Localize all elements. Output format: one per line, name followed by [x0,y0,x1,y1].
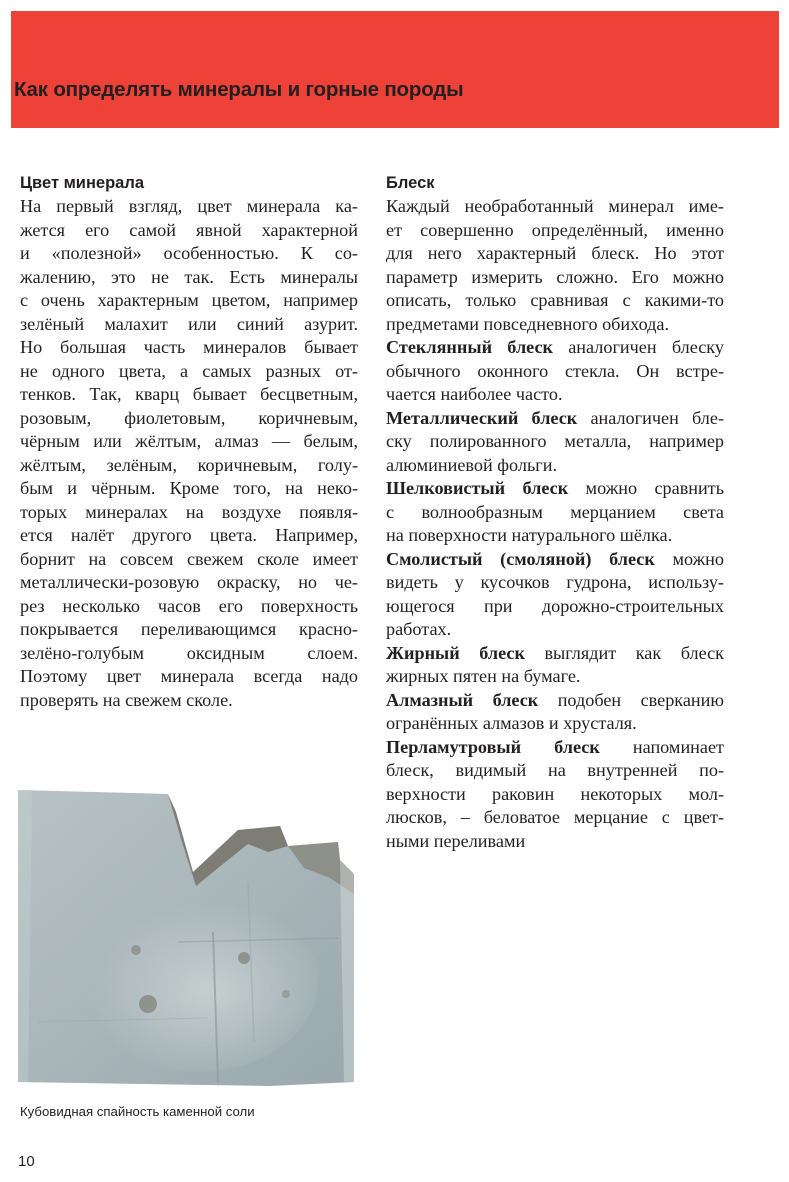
term-description: аналогичен бле- [577,407,724,428]
term-description: выглядит как блеск [524,642,724,663]
right-column [386,172,724,853]
term-description: аналогичен блеску [553,337,724,357]
text-line: зелёный малахит или синий азурит. [20,313,358,334]
text-line: ску полированного металла, например [386,431,724,451]
text-line: На первый взгляд, цвет минерала ка- [20,196,358,216]
text-line: ными переливами [386,830,526,851]
halite-crystal-photo [18,782,354,1092]
text-line: Каждый необработанный минерал име- [386,196,724,216]
text-line: жется его самой явной характерной [20,219,358,240]
text-line: зелёно-голубым оксидным слоем. [20,642,358,663]
term-description: можно сравнить [568,478,725,498]
text-line: с волнообразным мерцанием света [386,501,724,522]
luster-pearly [386,736,724,854]
text-line: огранённых алмазов и хрусталя. [386,713,637,733]
text-line: и «полезной» особенностью. К со- [20,243,358,263]
paragraph-luster-intro [386,195,724,336]
text-line: предметами повседневного обихода. [386,313,670,334]
text-line: чёрным или жёлтым, алмаз — белым, [20,431,358,451]
text-line: работах. [386,619,452,639]
term-description: напоминает [599,736,724,757]
text-line: блеск, видимый на внутренней по- [386,760,724,780]
text-line [386,642,724,666]
text-line [386,689,724,713]
term-silky-luster: Шелковистый блеск [386,478,569,498]
luster-silky [386,477,724,548]
text-line: описать, только сравнивая с какими-то [386,290,724,310]
term-description: можно [654,548,724,569]
luster-metallic [386,407,724,478]
text-line: параметр измерить сложно. Его можно [386,266,724,287]
luster-greasy [386,642,724,689]
text-line: тенков. Так, кварц бывает бесцветным, [20,384,358,404]
text-line: чается наиболее часто. [386,384,563,404]
term-pearly-luster: Перламутровый блеск [386,736,600,757]
luster-adamantine [386,689,724,736]
page-number: 10 [18,1153,35,1170]
left-column [20,172,358,712]
text-line: проверять на свежем сколе. [20,689,233,710]
section-heading-mineral-color: Цвет минерала [20,174,145,192]
text-line: люсков, – беловатое мерцание с цвет- [386,807,724,827]
text-line: борнит на совсем свежем сколе имеет [20,548,358,569]
text-line: алюминиевой фольги. [386,454,558,475]
text-line: покрывается переливающимся красно- [20,619,358,639]
text-line: с очень характерным цветом, например [20,290,358,310]
text-line: обычного оконного стекла. Он встре- [386,360,724,381]
text-line: торых минералах на воздухе появля- [20,501,358,522]
text-line: верхности раковин некоторых мол- [386,783,724,804]
text-line [386,548,724,572]
text-line: рез несколько часов его поверхность [20,595,358,616]
text-line: жалению, это не так. Есть минералы [20,266,358,287]
page-title: Как определять минералы и горные породы [14,78,464,101]
text-line: жирных пятен на бумаге. [386,666,581,686]
text-line: ет совершенно определённый, именно [386,219,724,240]
text-line: ется налёт другого цвета. Например, [20,525,358,545]
text-line [386,477,724,501]
luster-resinous [386,548,724,642]
text-line [386,407,724,431]
term-metallic-luster: Металлический блеск [386,407,578,428]
text-line: Поэтому цвет минерала всегда надо [20,666,358,686]
term-adamantine-luster: Алмазный блеск [386,689,539,710]
text-line: Но большая часть минералов бывает [20,337,358,357]
text-line: видеть у кусочков гудрона, использу- [386,572,724,592]
figure-caption: Кубовидная спайность каменной соли [20,1104,255,1119]
text-line: розовым, фиолетовым, коричневым, [20,407,358,428]
term-description: подобен сверканию [538,689,724,710]
text-line [386,736,724,760]
text-line: металлически-розовую окраску, но че- [20,572,358,592]
text-line: на поверхности натурального шёлка. [386,525,673,545]
term-greasy-luster: Жирный блеск [386,642,525,663]
term-vitreous-luster: Стеклянный блеск [386,337,553,357]
text-line [386,336,724,360]
text-line: для него характерный блеск. Но этот [386,243,724,263]
text-line: жёлтым, зелёным, коричневым, голу- [20,454,358,475]
text-line: не одного цвета, а самых разных от- [20,360,358,381]
header-band [11,11,779,128]
section-heading-luster: Блеск [386,174,435,192]
text-line: бым и чёрным. Кроме того, на неко- [20,478,358,498]
luster-vitreous [386,336,724,407]
term-resinous-luster: Смолистый (смоляной) блеск [386,548,655,569]
text-line: ющегося при дорожно-строительных [386,595,724,616]
paragraph-mineral-color [20,195,358,712]
